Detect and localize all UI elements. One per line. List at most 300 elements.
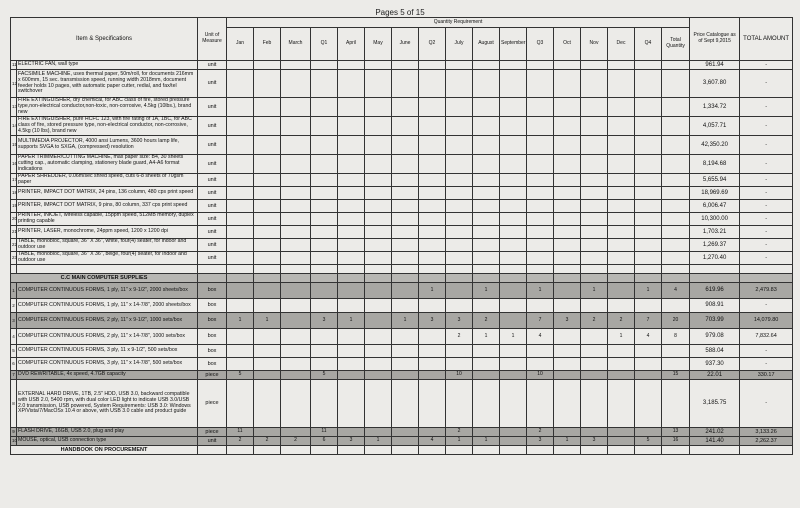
item-description: PRINTER, IMPACT DOT MATRIX, 9 pins, 80 column, 337 cps print speed — [17, 200, 198, 213]
amount-cell: - — [740, 70, 793, 98]
blank-cell — [581, 265, 608, 274]
unit-cell: box — [198, 299, 227, 313]
section-cell — [500, 274, 527, 283]
header-total: TOTAL AMOUNT — [740, 18, 793, 61]
quantity-cell: 11 — [311, 428, 338, 437]
header-month: Q2 — [419, 28, 446, 61]
quantity-cell — [527, 213, 554, 226]
quantity-cell: 4 — [635, 329, 662, 345]
footer-cell — [473, 446, 500, 455]
table-row — [11, 371, 793, 380]
quantity-cell — [527, 117, 554, 136]
section-cell — [662, 274, 690, 283]
quantity-cell — [392, 226, 419, 239]
quantity-cell — [365, 117, 392, 136]
blank-cell — [608, 265, 635, 274]
quantity-cell — [527, 226, 554, 239]
quantity-cell — [635, 252, 662, 265]
quantity-cell — [554, 117, 581, 136]
table-row — [11, 428, 793, 437]
quantity-cell — [527, 299, 554, 313]
unit-cell: box — [198, 358, 227, 371]
quantity-cell — [500, 371, 527, 380]
quantity-cell: 1 — [365, 437, 392, 446]
footer-cell — [662, 446, 690, 455]
quantity-cell — [635, 213, 662, 226]
quantity-cell — [446, 174, 473, 187]
table-row — [11, 299, 793, 313]
row-number: 22 — [11, 239, 17, 252]
row-number: 16 — [11, 155, 17, 174]
quantity-cell — [446, 358, 473, 371]
quantity-cell — [392, 345, 419, 358]
amount-cell: - — [740, 117, 793, 136]
price-cell: 588.04 — [690, 345, 740, 358]
quantity-cell — [311, 226, 338, 239]
quantity-cell — [392, 358, 419, 371]
quantity-cell — [527, 200, 554, 213]
quantity-cell: 13 — [662, 428, 690, 437]
quantity-cell — [581, 98, 608, 117]
quantity-cell — [254, 345, 281, 358]
unit-cell: unit — [198, 70, 227, 98]
section-header-row — [11, 274, 793, 283]
quantity-cell — [281, 345, 311, 358]
quantity-cell — [554, 98, 581, 117]
table-row — [11, 213, 793, 226]
quantity-cell — [500, 70, 527, 98]
quantity-cell — [392, 437, 419, 446]
unit-cell: unit — [198, 252, 227, 265]
quantity-cell — [254, 200, 281, 213]
quantity-cell — [365, 226, 392, 239]
quantity-cell — [662, 174, 690, 187]
table-row — [11, 437, 793, 446]
price-cell: 1,269.37 — [690, 239, 740, 252]
procurement-table — [10, 17, 793, 455]
quantity-cell — [365, 252, 392, 265]
quantity-cell — [254, 380, 281, 428]
quantity-cell — [662, 98, 690, 117]
quantity-cell: 2 — [446, 329, 473, 345]
quantity-cell — [473, 136, 500, 155]
quantity-cell — [527, 155, 554, 174]
quantity-cell — [254, 61, 281, 70]
quantity-cell — [581, 239, 608, 252]
unit-cell: unit — [198, 213, 227, 226]
quantity-cell — [662, 252, 690, 265]
quantity-cell — [227, 187, 254, 200]
quantity-cell — [338, 252, 365, 265]
amount-cell: - — [740, 174, 793, 187]
quantity-cell — [446, 239, 473, 252]
quantity-cell — [254, 136, 281, 155]
blank-cell — [254, 265, 281, 274]
amount-cell: 14,079.80 — [740, 313, 793, 329]
quantity-cell — [554, 371, 581, 380]
quantity-cell — [227, 117, 254, 136]
quantity-cell: 2 — [527, 428, 554, 437]
quantity-cell — [581, 380, 608, 428]
blank-cell — [338, 265, 365, 274]
header-item: Item & Specifications — [11, 18, 198, 61]
quantity-cell — [281, 380, 311, 428]
quantity-cell — [365, 358, 392, 371]
amount-cell: - — [740, 155, 793, 174]
quantity-cell — [500, 200, 527, 213]
footer-cell — [281, 446, 311, 455]
quantity-cell: 8 — [662, 329, 690, 345]
quantity-cell — [500, 226, 527, 239]
quantity-cell — [581, 70, 608, 98]
quantity-cell — [392, 200, 419, 213]
quantity-cell — [338, 70, 365, 98]
quantity-cell — [311, 283, 338, 299]
header-month: Jan — [227, 28, 254, 61]
row-number: 21 — [11, 226, 17, 239]
item-description: COMPUTER CONTINUOUS FORMS, 1 ply, 11" x 9-1/2", 2000 sheets/box — [17, 283, 198, 299]
table-row — [11, 61, 793, 70]
quantity-cell — [554, 213, 581, 226]
quantity-cell — [392, 117, 419, 136]
price-cell: 10,300.00 — [690, 213, 740, 226]
quantity-cell — [635, 299, 662, 313]
quantity-cell — [311, 380, 338, 428]
quantity-cell — [338, 174, 365, 187]
quantity-cell — [419, 239, 446, 252]
blank-cell — [554, 265, 581, 274]
quantity-cell — [311, 299, 338, 313]
blank-cell — [473, 265, 500, 274]
table-row — [11, 200, 793, 213]
quantity-cell — [227, 61, 254, 70]
quantity-cell — [635, 200, 662, 213]
item-description: DVD REWRITABLE, 4x speed, 4.7GB capacity — [17, 371, 198, 380]
quantity-cell — [227, 329, 254, 345]
quantity-cell — [365, 98, 392, 117]
blank-cell — [662, 265, 690, 274]
quantity-cell — [608, 239, 635, 252]
quantity-cell — [662, 200, 690, 213]
quantity-cell — [635, 117, 662, 136]
quantity-cell — [254, 174, 281, 187]
amount-cell: - — [740, 187, 793, 200]
quantity-cell — [281, 70, 311, 98]
section-cell — [419, 274, 446, 283]
quantity-cell — [500, 239, 527, 252]
item-description: COMPUTER CONTINUOUS FORMS, 3 ply, 11 x 9-1/2", 500 sets/box — [17, 345, 198, 358]
section-cell — [690, 274, 740, 283]
quantity-cell — [446, 98, 473, 117]
quantity-cell — [527, 70, 554, 98]
section-cell — [635, 274, 662, 283]
footer-cell — [227, 446, 254, 455]
quantity-cell: 10 — [446, 371, 473, 380]
quantity-cell: 3 — [446, 313, 473, 329]
quantity-cell: 4 — [662, 283, 690, 299]
row-number: 6 — [11, 358, 17, 371]
quantity-cell — [446, 299, 473, 313]
quantity-cell — [473, 239, 500, 252]
quantity-cell — [365, 371, 392, 380]
quantity-cell — [500, 358, 527, 371]
quantity-cell — [473, 213, 500, 226]
quantity-cell — [281, 155, 311, 174]
header-month: May — [365, 28, 392, 61]
quantity-cell — [365, 70, 392, 98]
quantity-cell — [254, 187, 281, 200]
quantity-cell: 4 — [419, 437, 446, 446]
quantity-cell — [635, 345, 662, 358]
unit-cell: box — [198, 329, 227, 345]
quantity-cell — [581, 329, 608, 345]
section-cell — [740, 274, 793, 283]
section-cell — [365, 274, 392, 283]
section-cell — [608, 274, 635, 283]
quantity-cell — [227, 239, 254, 252]
footer-row — [11, 446, 793, 455]
footer-cell — [446, 446, 473, 455]
quantity-cell: 1 — [338, 313, 365, 329]
quantity-cell — [254, 239, 281, 252]
quantity-cell — [446, 200, 473, 213]
quantity-cell — [227, 226, 254, 239]
quantity-cell — [281, 136, 311, 155]
quantity-cell: 1 — [254, 313, 281, 329]
amount-cell: - — [740, 136, 793, 155]
quantity-cell — [254, 98, 281, 117]
quantity-cell — [527, 98, 554, 117]
amount-cell: 330.17 — [740, 371, 793, 380]
header-month: June — [392, 28, 419, 61]
quantity-cell — [227, 200, 254, 213]
item-description: PAPER SHREDDER, 0.06m/sec shred speed, cuts 6-8 sheets of 70gsm paper — [17, 174, 198, 187]
blank-row — [11, 265, 793, 274]
blank-cell — [311, 265, 338, 274]
row-number: 9 — [11, 428, 17, 437]
quantity-cell — [311, 117, 338, 136]
quantity-cell — [338, 200, 365, 213]
quantity-cell — [473, 70, 500, 98]
quantity-cell: 3 — [311, 313, 338, 329]
row-number: 14 — [11, 117, 17, 136]
price-cell: 908.91 — [690, 299, 740, 313]
quantity-cell — [446, 155, 473, 174]
quantity-cell — [581, 117, 608, 136]
quantity-cell — [581, 428, 608, 437]
section-cell — [254, 274, 281, 283]
quantity-cell — [554, 252, 581, 265]
quantity-cell — [227, 213, 254, 226]
table-row — [11, 345, 793, 358]
quantity-cell: 2 — [473, 313, 500, 329]
quantity-cell: 1 — [446, 437, 473, 446]
item-description: FIRE EXTINGUISHER, dry chemical, for ABC class of fire, stored pressure type,non-electrical conductor,non-toxic, non-corrosive, 4.5kg (10lbs.), brand new — [17, 98, 198, 117]
table-row — [11, 239, 793, 252]
price-cell: 6,006.47 — [690, 200, 740, 213]
quantity-cell — [392, 380, 419, 428]
quantity-cell — [446, 252, 473, 265]
quantity-cell — [500, 61, 527, 70]
quantity-cell — [365, 155, 392, 174]
unit-cell: box — [198, 345, 227, 358]
quantity-cell: 3 — [527, 437, 554, 446]
amount-cell: - — [740, 358, 793, 371]
quantity-cell — [419, 428, 446, 437]
quantity-cell — [554, 226, 581, 239]
quantity-cell — [500, 252, 527, 265]
price-cell: 18,969.69 — [690, 187, 740, 200]
unit-cell: piece — [198, 371, 227, 380]
quantity-cell — [608, 437, 635, 446]
quantity-cell — [527, 239, 554, 252]
header-month: Feb — [254, 28, 281, 61]
price-cell: 1,703.21 — [690, 226, 740, 239]
quantity-cell — [311, 358, 338, 371]
quantity-cell — [608, 358, 635, 371]
footer-title: HANDBOOK ON PROCUREMENT — [11, 446, 198, 455]
amount-cell: 2,479.83 — [740, 283, 793, 299]
quantity-cell — [338, 345, 365, 358]
item-description: TABLE, monobloc, square, 36" X 36", beige, four(4) seater, for indoor and outdoor use — [17, 252, 198, 265]
quantity-cell — [419, 252, 446, 265]
footer-cell — [392, 446, 419, 455]
quantity-cell — [311, 155, 338, 174]
blank-cell — [500, 265, 527, 274]
amount-cell: - — [740, 200, 793, 213]
section-cell — [581, 274, 608, 283]
quantity-cell — [581, 174, 608, 187]
quantity-cell — [311, 200, 338, 213]
price-cell: 241.02 — [690, 428, 740, 437]
unit-cell: unit — [198, 117, 227, 136]
quantity-cell — [419, 226, 446, 239]
header-month: Total Quantity — [662, 28, 690, 61]
quantity-cell: 2 — [227, 437, 254, 446]
quantity-cell — [527, 61, 554, 70]
quantity-cell — [500, 437, 527, 446]
unit-cell: unit — [198, 174, 227, 187]
quantity-cell — [281, 200, 311, 213]
row-number: 12 — [11, 70, 17, 98]
quantity-cell — [635, 136, 662, 155]
quantity-cell: 1 — [473, 437, 500, 446]
quantity-cell — [392, 252, 419, 265]
quantity-cell — [554, 380, 581, 428]
quantity-cell — [608, 428, 635, 437]
blank-cell — [527, 265, 554, 274]
quantity-cell — [338, 239, 365, 252]
quantity-cell — [635, 428, 662, 437]
footer-cell — [419, 446, 446, 455]
quantity-cell — [635, 226, 662, 239]
quantity-cell — [311, 345, 338, 358]
quantity-cell — [608, 155, 635, 174]
quantity-cell — [608, 98, 635, 117]
quantity-cell — [311, 61, 338, 70]
quantity-cell — [227, 358, 254, 371]
quantity-cell — [446, 187, 473, 200]
quantity-cell: 1 — [635, 283, 662, 299]
section-cell — [281, 274, 311, 283]
table-row — [11, 313, 793, 329]
quantity-cell — [581, 299, 608, 313]
quantity-cell — [473, 200, 500, 213]
quantity-cell — [446, 70, 473, 98]
quantity-cell — [662, 358, 690, 371]
quantity-cell — [311, 187, 338, 200]
quantity-cell — [446, 283, 473, 299]
quantity-cell — [338, 371, 365, 380]
quantity-cell: 7 — [527, 313, 554, 329]
quantity-cell — [254, 226, 281, 239]
quantity-cell — [365, 345, 392, 358]
quantity-cell: 5 — [311, 371, 338, 380]
quantity-cell — [527, 380, 554, 428]
section-cell — [311, 274, 338, 283]
quantity-cell — [338, 428, 365, 437]
unit-cell: box — [198, 283, 227, 299]
quantity-cell — [554, 345, 581, 358]
quantity-cell — [254, 155, 281, 174]
quantity-cell — [338, 358, 365, 371]
quantity-cell — [662, 239, 690, 252]
quantity-cell — [473, 299, 500, 313]
item-description: FIRE EXTINGUISHER, pure HCFC 123, with fire rating of 1A, 1BC, for ABC class of fire, stored pressure type, non-electrical conductor, non-corrosive, 4.5kg (10 lbs), brand new — [17, 117, 198, 136]
unit-cell: box — [198, 313, 227, 329]
footer-cell — [365, 446, 392, 455]
quantity-cell — [635, 61, 662, 70]
quantity-cell — [608, 136, 635, 155]
quantity-cell — [365, 283, 392, 299]
quantity-cell — [311, 136, 338, 155]
amount-cell: - — [740, 252, 793, 265]
quantity-cell — [581, 155, 608, 174]
row-number: 20 — [11, 213, 17, 226]
quantity-cell — [608, 380, 635, 428]
quantity-cell: 2 — [254, 437, 281, 446]
quantity-cell — [608, 174, 635, 187]
quantity-cell — [554, 239, 581, 252]
section-cell — [198, 274, 227, 283]
quantity-cell — [419, 98, 446, 117]
footer-cell — [500, 446, 527, 455]
table-row — [11, 155, 793, 174]
row-number: 10 — [11, 437, 17, 446]
row-number: 7 — [11, 371, 17, 380]
quantity-cell — [227, 299, 254, 313]
quantity-cell — [419, 345, 446, 358]
table-row — [11, 283, 793, 299]
price-cell: 8,194.68 — [690, 155, 740, 174]
quantity-cell — [419, 117, 446, 136]
quantity-cell — [446, 117, 473, 136]
row-number: 18 — [11, 187, 17, 200]
quantity-cell — [608, 187, 635, 200]
footer-cell — [311, 446, 338, 455]
quantity-cell — [311, 174, 338, 187]
quantity-cell — [662, 70, 690, 98]
quantity-cell — [446, 226, 473, 239]
header-month: March — [281, 28, 311, 61]
quantity-cell — [581, 252, 608, 265]
blank-cell — [365, 265, 392, 274]
quantity-cell — [473, 380, 500, 428]
quantity-cell: 7 — [635, 313, 662, 329]
table-row — [11, 174, 793, 187]
quantity-cell — [392, 239, 419, 252]
header-month: July — [446, 28, 473, 61]
